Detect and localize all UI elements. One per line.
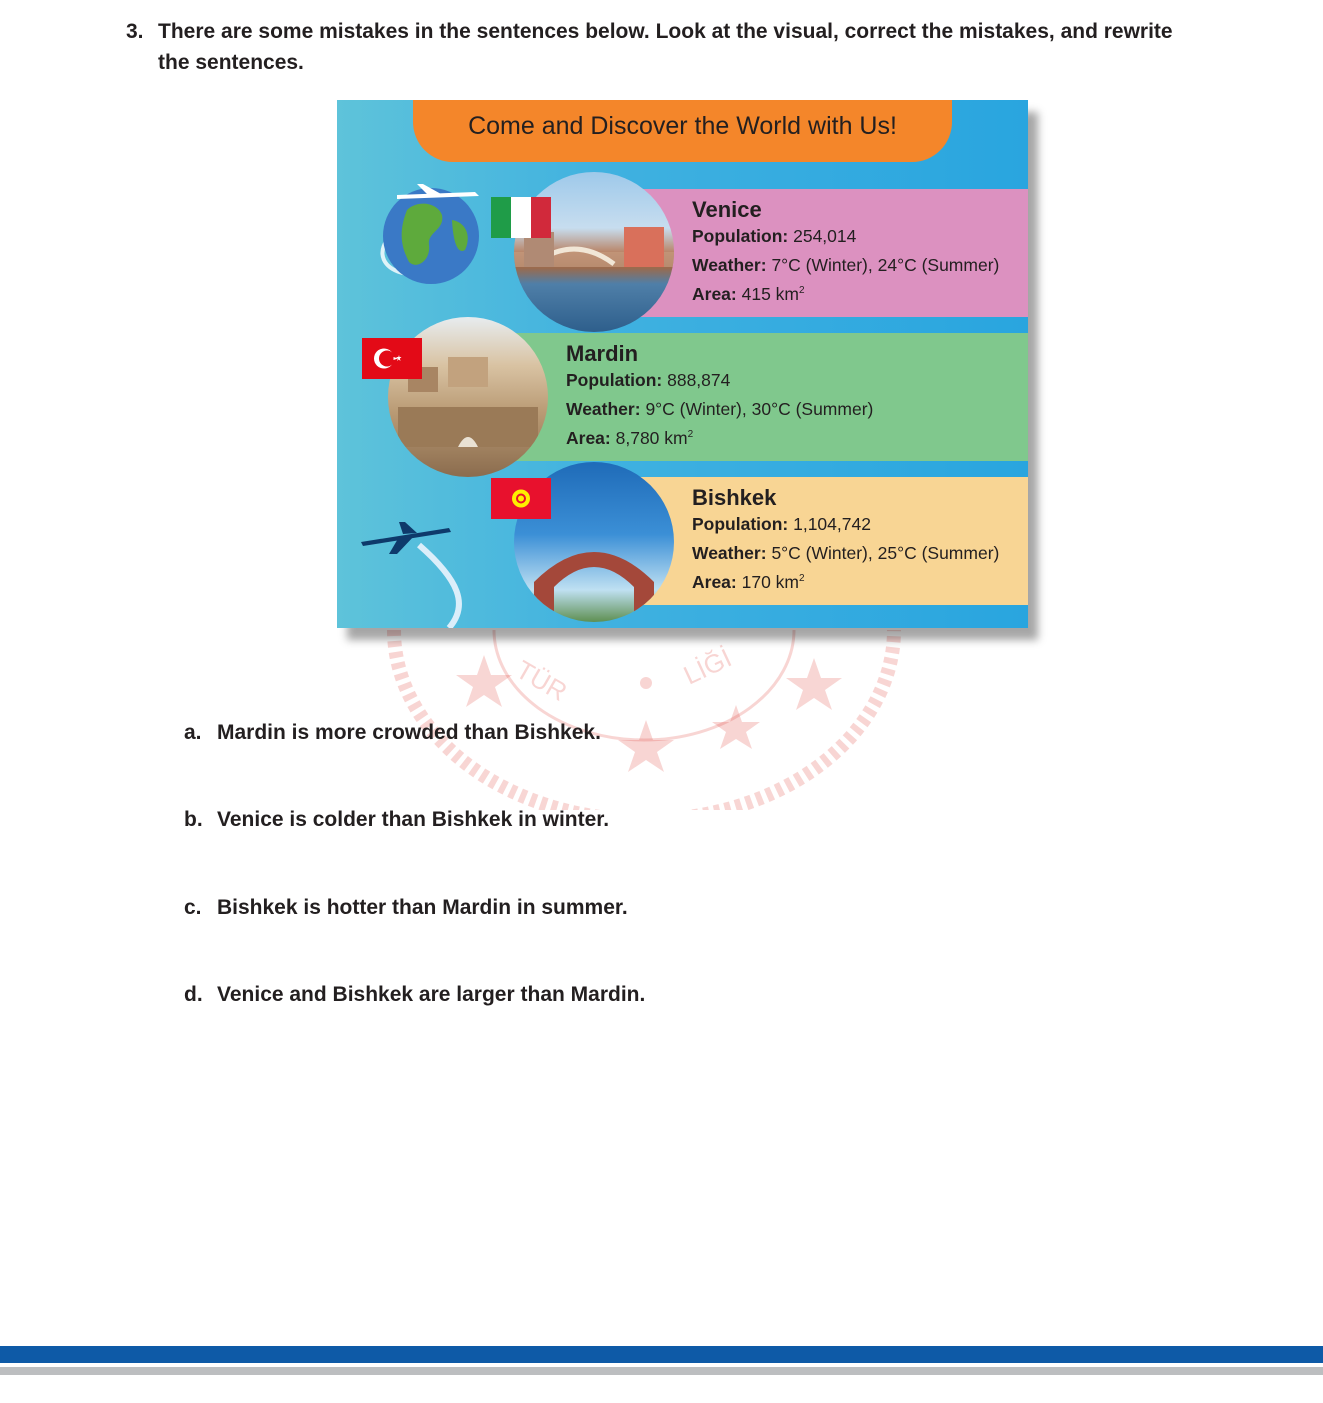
population-value: 888,874 <box>667 370 731 390</box>
area-row <box>692 284 805 305</box>
weather-label: Weather: <box>692 255 767 275</box>
weather-row <box>566 399 873 420</box>
travel-poster <box>337 100 1028 628</box>
footer-bar <box>0 1346 1323 1363</box>
item-letter: a. <box>184 721 202 744</box>
city-name: Mardin <box>566 341 639 366</box>
area-unit-exponent: 2 <box>799 285 805 297</box>
item-letter: c. <box>184 896 202 919</box>
italy-flag <box>491 197 551 238</box>
population-label: Population: <box>566 370 663 390</box>
area-unit-exponent: 2 <box>687 429 694 441</box>
area-row <box>692 572 805 593</box>
list-item <box>184 983 645 1007</box>
population-row <box>566 370 730 391</box>
item-text: Mardin is more crowded than Bishkek. <box>217 721 601 744</box>
population-row <box>692 226 856 247</box>
area-label: Area: <box>692 284 737 304</box>
weather-row <box>692 255 999 276</box>
area-value: 170 km <box>741 572 800 592</box>
poster-title: Come and Discover the World with Us! <box>413 100 952 162</box>
footer-rule <box>0 1367 1323 1375</box>
question-text: There are some mistakes in the sentences below. Look at the visual, correct the mistakes, and rewrite the sentences. <box>158 20 1173 74</box>
weather-label: Weather: <box>692 543 767 563</box>
venice-photo <box>514 172 674 332</box>
weather-value: 5°C (Winter), 25°C (Summer) <box>771 543 1000 563</box>
population-label: Population: <box>692 514 789 534</box>
kyrgyzstan-flag <box>491 478 551 519</box>
list-item <box>184 808 609 832</box>
population-label: Population: <box>692 226 789 246</box>
item-text: Venice is colder than Bishkek in winter. <box>217 808 610 831</box>
question-number: 3. <box>126 20 144 43</box>
weather-row <box>692 543 999 564</box>
weather-value: 9°C (Winter), 30°C (Summer) <box>645 399 874 419</box>
city-name: Bishkek <box>692 485 777 510</box>
population-value: 1,104,742 <box>793 514 871 534</box>
item-letter: d. <box>184 983 203 1006</box>
area-label: Area: <box>566 428 611 448</box>
turkey-flag <box>362 338 422 379</box>
item-letter: b. <box>184 808 203 831</box>
mardin-card <box>512 333 1028 461</box>
population-row <box>692 514 871 535</box>
list-item <box>184 896 628 920</box>
watermark-text-right: LİĞİ <box>678 642 737 691</box>
area-row <box>566 428 693 449</box>
list-item <box>184 721 601 745</box>
venice-card <box>637 189 1028 317</box>
area-value: 415 km <box>741 284 800 304</box>
question-prompt <box>126 16 1186 78</box>
area-unit-exponent: 2 <box>799 573 805 585</box>
globe-icon <box>357 180 507 290</box>
population-value: 254,014 <box>793 226 857 246</box>
item-text: Bishkek is hotter than Mardin in summer. <box>217 896 628 919</box>
weather-value: 7°C (Winter), 24°C (Summer) <box>771 255 1000 275</box>
bishkek-card <box>637 477 1028 605</box>
weather-label: Weather: <box>566 399 641 419</box>
watermark-text-left: TÜR <box>511 654 573 707</box>
area-label: Area: <box>692 572 737 592</box>
airplane-icon <box>359 520 479 628</box>
area-value: 8,780 km <box>615 428 688 448</box>
city-name: Venice <box>692 197 762 222</box>
item-text: Venice and Bishkek are larger than Mardin. <box>217 983 646 1006</box>
